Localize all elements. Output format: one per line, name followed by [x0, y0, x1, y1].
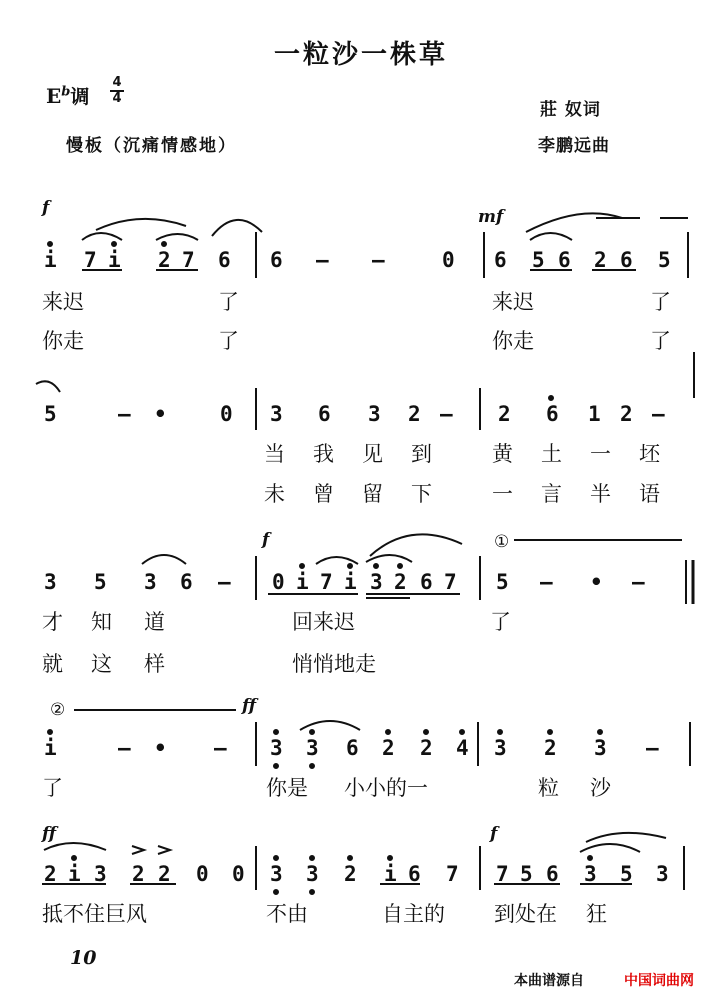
note: 5 [94, 570, 107, 594]
lyric: 当我见到 [264, 442, 460, 466]
rest: 0 [442, 248, 455, 272]
octave-dot [348, 856, 352, 860]
note: 6 [270, 248, 283, 272]
dynamic-marking: mf [478, 207, 504, 227]
note: 2 [382, 736, 395, 760]
slur [370, 534, 462, 556]
tempo-marking: 慢板（沉痛情感地） [66, 136, 237, 156]
note: 3 [656, 862, 669, 886]
accent-mark [132, 846, 144, 854]
octave-dot [386, 730, 390, 734]
note: 3 [306, 736, 319, 760]
accent-mark [158, 846, 170, 854]
octave-dot [274, 730, 278, 734]
octave-dot [498, 730, 502, 734]
dynamic-marking: f [262, 530, 270, 550]
slur [316, 557, 358, 564]
note: 3 [144, 570, 157, 594]
note: i [68, 862, 81, 886]
dash: — [118, 736, 131, 760]
slur [36, 381, 60, 392]
note: 2 [158, 248, 171, 272]
note: 2 [158, 862, 171, 886]
note: 3 [494, 736, 507, 760]
octave-dot [460, 730, 464, 734]
note: 7 [444, 570, 457, 594]
octave-dot [310, 890, 314, 894]
note: 2 [498, 402, 511, 426]
lyric: 道 [144, 610, 165, 634]
lyric: 了 [42, 776, 63, 800]
octave-dot [598, 730, 602, 734]
dash: — [440, 402, 453, 426]
note: 7 [496, 862, 509, 886]
note: 2 [620, 402, 633, 426]
note: 4 [456, 736, 469, 760]
note: 5 [44, 402, 57, 426]
dynamic-marking: ff [42, 824, 57, 844]
slur [82, 233, 122, 240]
lyric: 小小的一 [344, 776, 428, 800]
note: 7 [84, 248, 97, 272]
octave-dot [424, 730, 428, 734]
dash: — [118, 402, 131, 426]
time-denominator: 4 [110, 90, 124, 106]
note: 2 [408, 402, 421, 426]
dash: — [218, 570, 231, 594]
lyricist-credit: 莊 奴词 [540, 100, 601, 120]
volta-two: ② [50, 700, 66, 720]
note: 3 [584, 862, 597, 886]
lyric: 自主的 [382, 902, 445, 926]
note: 6 [420, 570, 433, 594]
rest: 0 [196, 862, 209, 886]
octave-dot [548, 730, 552, 734]
slur [300, 721, 360, 730]
note: 3 [306, 862, 319, 886]
octave-dot [310, 730, 314, 734]
octave-dot [398, 564, 402, 568]
note: 7 [446, 862, 459, 886]
note: i [44, 736, 57, 760]
lyric: 抵不住巨风 [42, 902, 147, 926]
lyric: 就这 [42, 652, 140, 676]
note: 3 [94, 862, 107, 886]
dynamic-marking: ff [242, 696, 257, 716]
octave-dot [48, 730, 52, 734]
lyric: 一言半语 [492, 482, 688, 506]
octave-dot [388, 856, 392, 860]
lyric: 了 [218, 329, 239, 353]
note: 6 [494, 248, 507, 272]
lyric: 样 [144, 652, 165, 676]
note: 2 [44, 862, 57, 886]
octave-dot [310, 856, 314, 860]
lyric: 到处在 [494, 902, 557, 926]
time-numerator: 4 [112, 75, 122, 90]
octave-dot [310, 764, 314, 768]
octave-dot [112, 242, 116, 246]
octave-dot [274, 890, 278, 894]
dash: — [540, 570, 553, 594]
dynamic-marking: f [490, 824, 498, 844]
lyric: 狂 [586, 902, 607, 926]
note: 7 [320, 570, 333, 594]
octave-dot [274, 856, 278, 860]
lyric: 你是 [266, 776, 308, 800]
lyric: 了 [218, 290, 239, 314]
note: 3 [270, 862, 283, 886]
dash: — [214, 736, 227, 760]
note: 5 [620, 862, 633, 886]
slur [156, 234, 198, 240]
slur [44, 843, 106, 850]
lyric: 了 [490, 610, 511, 634]
volta-one: ① [494, 532, 510, 552]
page-title: 一粒沙一株草 [273, 40, 448, 70]
composer-credit: 李鹏远曲 [538, 136, 610, 156]
dot: • [154, 402, 167, 426]
note: 1 [588, 402, 601, 426]
note: 2 [344, 862, 357, 886]
note: 6 [546, 402, 559, 426]
octave-dot [300, 564, 304, 568]
note: 3 [270, 402, 283, 426]
lyric: 你走 [42, 329, 84, 353]
note: 5 [520, 862, 533, 886]
note: 6 [318, 402, 331, 426]
footer-site-link[interactable]: 中国词曲网 [624, 973, 694, 989]
octave-dot [348, 564, 352, 568]
note: 3 [594, 736, 607, 760]
slur [212, 220, 262, 236]
lyric: 了 [650, 329, 671, 353]
note: 7 [182, 248, 195, 272]
dash: — [372, 248, 385, 272]
key-letter: E [46, 84, 62, 108]
octave-dot [72, 856, 76, 860]
dash: — [652, 402, 665, 426]
octave-dot [48, 242, 52, 246]
note: i [44, 248, 57, 272]
dot: • [154, 736, 167, 760]
lyric: 回来迟 [292, 610, 355, 634]
footer-source-label: 本曲谱源自 [514, 973, 584, 989]
dash: — [632, 570, 645, 594]
note: 6 [180, 570, 193, 594]
lyric: 来迟 [42, 290, 84, 314]
octave-dot [549, 396, 553, 400]
note: 5 [496, 570, 509, 594]
note: 2 [594, 248, 607, 272]
note: 2 [420, 736, 433, 760]
note: 2 [544, 736, 557, 760]
note: 6 [408, 862, 421, 886]
slur [366, 555, 412, 562]
note: i [344, 570, 357, 594]
lyric: 来迟 [492, 290, 534, 314]
lyric: 了 [650, 290, 671, 314]
note: i [296, 570, 309, 594]
lyric: 粒 [538, 776, 559, 800]
note: 5 [658, 248, 671, 272]
note: 3 [44, 570, 57, 594]
note: 2 [394, 570, 407, 594]
note: i [384, 862, 397, 886]
rest: 0 [232, 862, 245, 886]
dynamic-marking: f [42, 198, 50, 218]
note: 3 [370, 570, 383, 594]
key-flat: b [61, 84, 71, 100]
slur [580, 844, 640, 852]
key-word: 调 [70, 86, 90, 108]
slur [586, 833, 666, 842]
note: 6 [546, 862, 559, 886]
lyric: 你走 [492, 329, 534, 353]
dot: • [590, 570, 603, 594]
note: 6 [620, 248, 633, 272]
lyric: 黄土一坯 [492, 442, 688, 466]
note: 3 [270, 736, 283, 760]
slur [530, 233, 572, 240]
rest: 0 [220, 402, 233, 426]
lyric: 才知 [42, 610, 140, 634]
dash: — [316, 248, 329, 272]
page-number: 10 [70, 947, 97, 969]
slur [96, 219, 186, 230]
lyric: 悄悄地走 [292, 652, 376, 676]
note: i [108, 248, 121, 272]
note: 6 [218, 248, 231, 272]
rest: 0 [272, 570, 285, 594]
lyric: 不由 [266, 902, 308, 926]
lyric: 沙 [590, 776, 611, 800]
octave-dot [274, 764, 278, 768]
note: 6 [346, 736, 359, 760]
lyric: 未曾留下 [264, 482, 460, 506]
octave-dot [588, 856, 592, 860]
note: 2 [132, 862, 145, 886]
octave-dot [374, 564, 378, 568]
slur [142, 555, 186, 564]
note: 5 [532, 248, 545, 272]
note: 3 [368, 402, 381, 426]
dash: — [646, 736, 659, 760]
slur [526, 213, 622, 232]
octave-dot [162, 242, 166, 246]
note: 6 [558, 248, 571, 272]
